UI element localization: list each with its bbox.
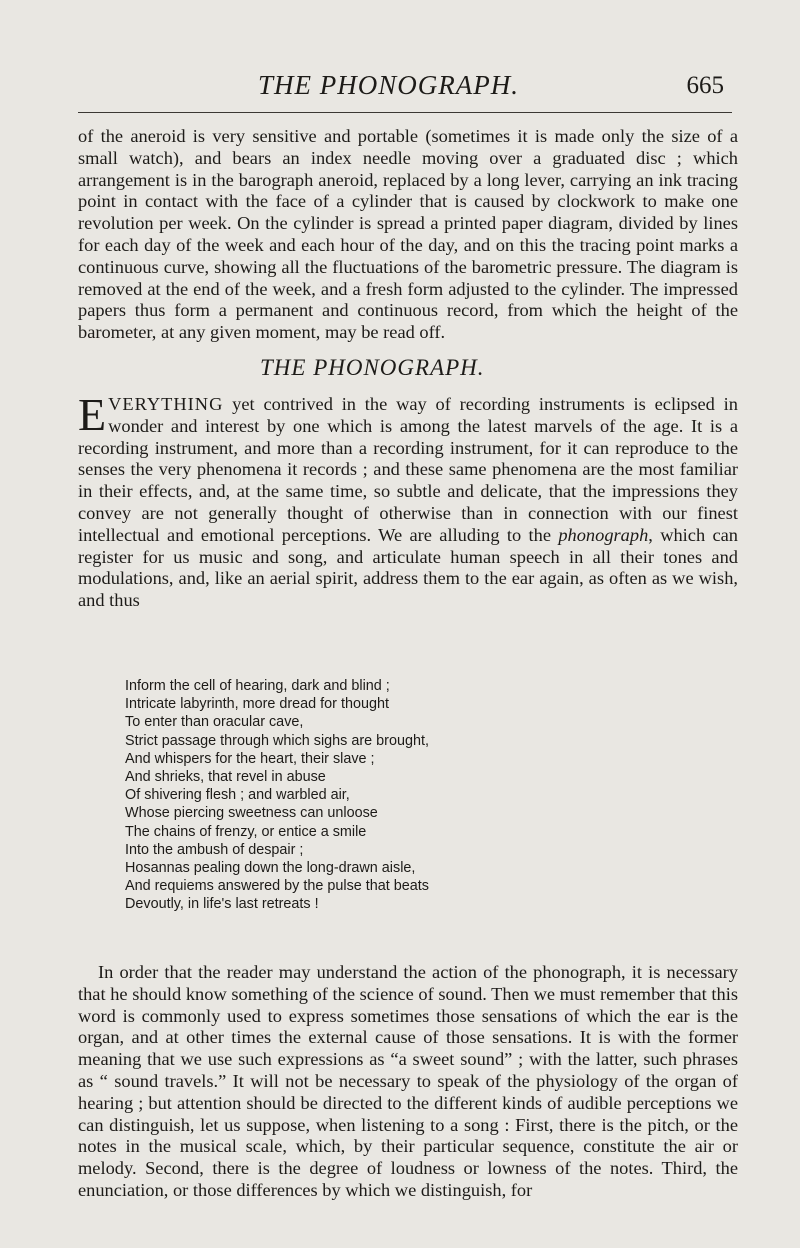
section-heading: THE PHONOGRAPH. [260, 355, 485, 380]
poem-line: And requiems answered by the pulse that beats [125, 878, 429, 895]
italic-term: phonograph [558, 524, 649, 545]
page-number: 665 [686, 72, 724, 99]
paragraph-text: yet contrived in the way of recording instruments is eclipsed in wonder and interest by one which is among the latest marvels of the age. It is a recording instrument, and more than a recording instrument, for it can reproduce to the senses the very phenomena it records ; and these same phenomena are the most familiar in their effects, and, at the same time, so subtle and delicate, that the impressions they convey are not generally thought of otherwise than in connection with our finest intellectual and emotional perceptions. We are alluding to the [78, 394, 738, 545]
poem-quotation [125, 677, 429, 914]
running-title: THE PHONOGRAPH. [258, 70, 519, 100]
poem-line: Strict passage through which sighs are brought, [125, 732, 429, 749]
poem-line: Whose piercing sweetness can unloose [125, 805, 378, 822]
poem-line: And shrieks, that revel in abuse [125, 769, 326, 786]
poem-line: Into the ambush of despair ; [125, 841, 304, 858]
drop-cap: E [78, 389, 107, 440]
poem-line: Of shivering flesh ; and warbled air, [125, 787, 350, 804]
poem-line: Hosannas pealing down the long-drawn aisle, [125, 860, 416, 877]
running-head [78, 66, 732, 106]
paragraph-science-of-sound: In order that the reader may understand the action of the phonograph, it is necessary that he should know something of the science of sound. Then we must remember that this word is commonly used to express sometimes those sensations of which the ear is the organ, and at other times the external cause of those sensations. It is with the former meaning that we use such expressions as “a sweet sound” ; with the latter, such phrases as “ sound travels.” It will not be necessary to speak of the physiology of the organ of hearing ; but attention should be directed to the different kinds of audible perceptions we can distinguish, let us suppose, when listening to a song : First, there is the pitch, or the notes in the musical scale, which, by their particular sequence, constitute the air or melody. Second, there is the degree of loudness or lowness of the notes. Third, the enunciation, or those differences by which we distinguish, for [78, 962, 738, 1200]
poem-line: And whispers for the heart, their slave ; [125, 750, 375, 767]
paragraph-phonograph-intro [78, 389, 738, 612]
lead-word: VERYTHING [108, 394, 224, 414]
poem-line: The chains of frenzy, or entice a smile [125, 823, 367, 840]
header-rule [78, 112, 732, 113]
poem-line: To enter than oracular cave, [125, 714, 304, 731]
paragraph-aneroid: of the aneroid is very sensitive and portable (sometimes it is made only the size of a small watch), and bears an index needle moving over a graduated disc ; which arrangement is in the barograph aneroid, replaced by a long lever, carrying an ink tracing point in contact with the face of a cylinder that is caused by clockwork to make one revolution per week. On the cylinder is spread a printed paper diagram, divided by lines for each day of the week and each hour of the day, and on this the tracing point marks a continuous curve, showing all the fluctuations of the barometric pressure. The diagram is removed at the end of the week, and a fresh form adjusted to the cylinder. The impressed papers thus form a permanent and continuous record, from which the height of the barometer, at any given moment, may be read off. [78, 126, 738, 343]
poem-line: Inform the cell of hearing, dark and blind ; [125, 678, 390, 694]
poem-line: Intricate labyrinth, more dread for thought [125, 696, 389, 713]
paragraph-text: , which can register for us music and song, and articulate human speech in all their tones and modulations, and, like an aerial spirit, address them to the ear again, as often as we wish, and thus [78, 524, 738, 611]
poem-line: Devoutly, in life's last retreats ! [125, 896, 319, 913]
